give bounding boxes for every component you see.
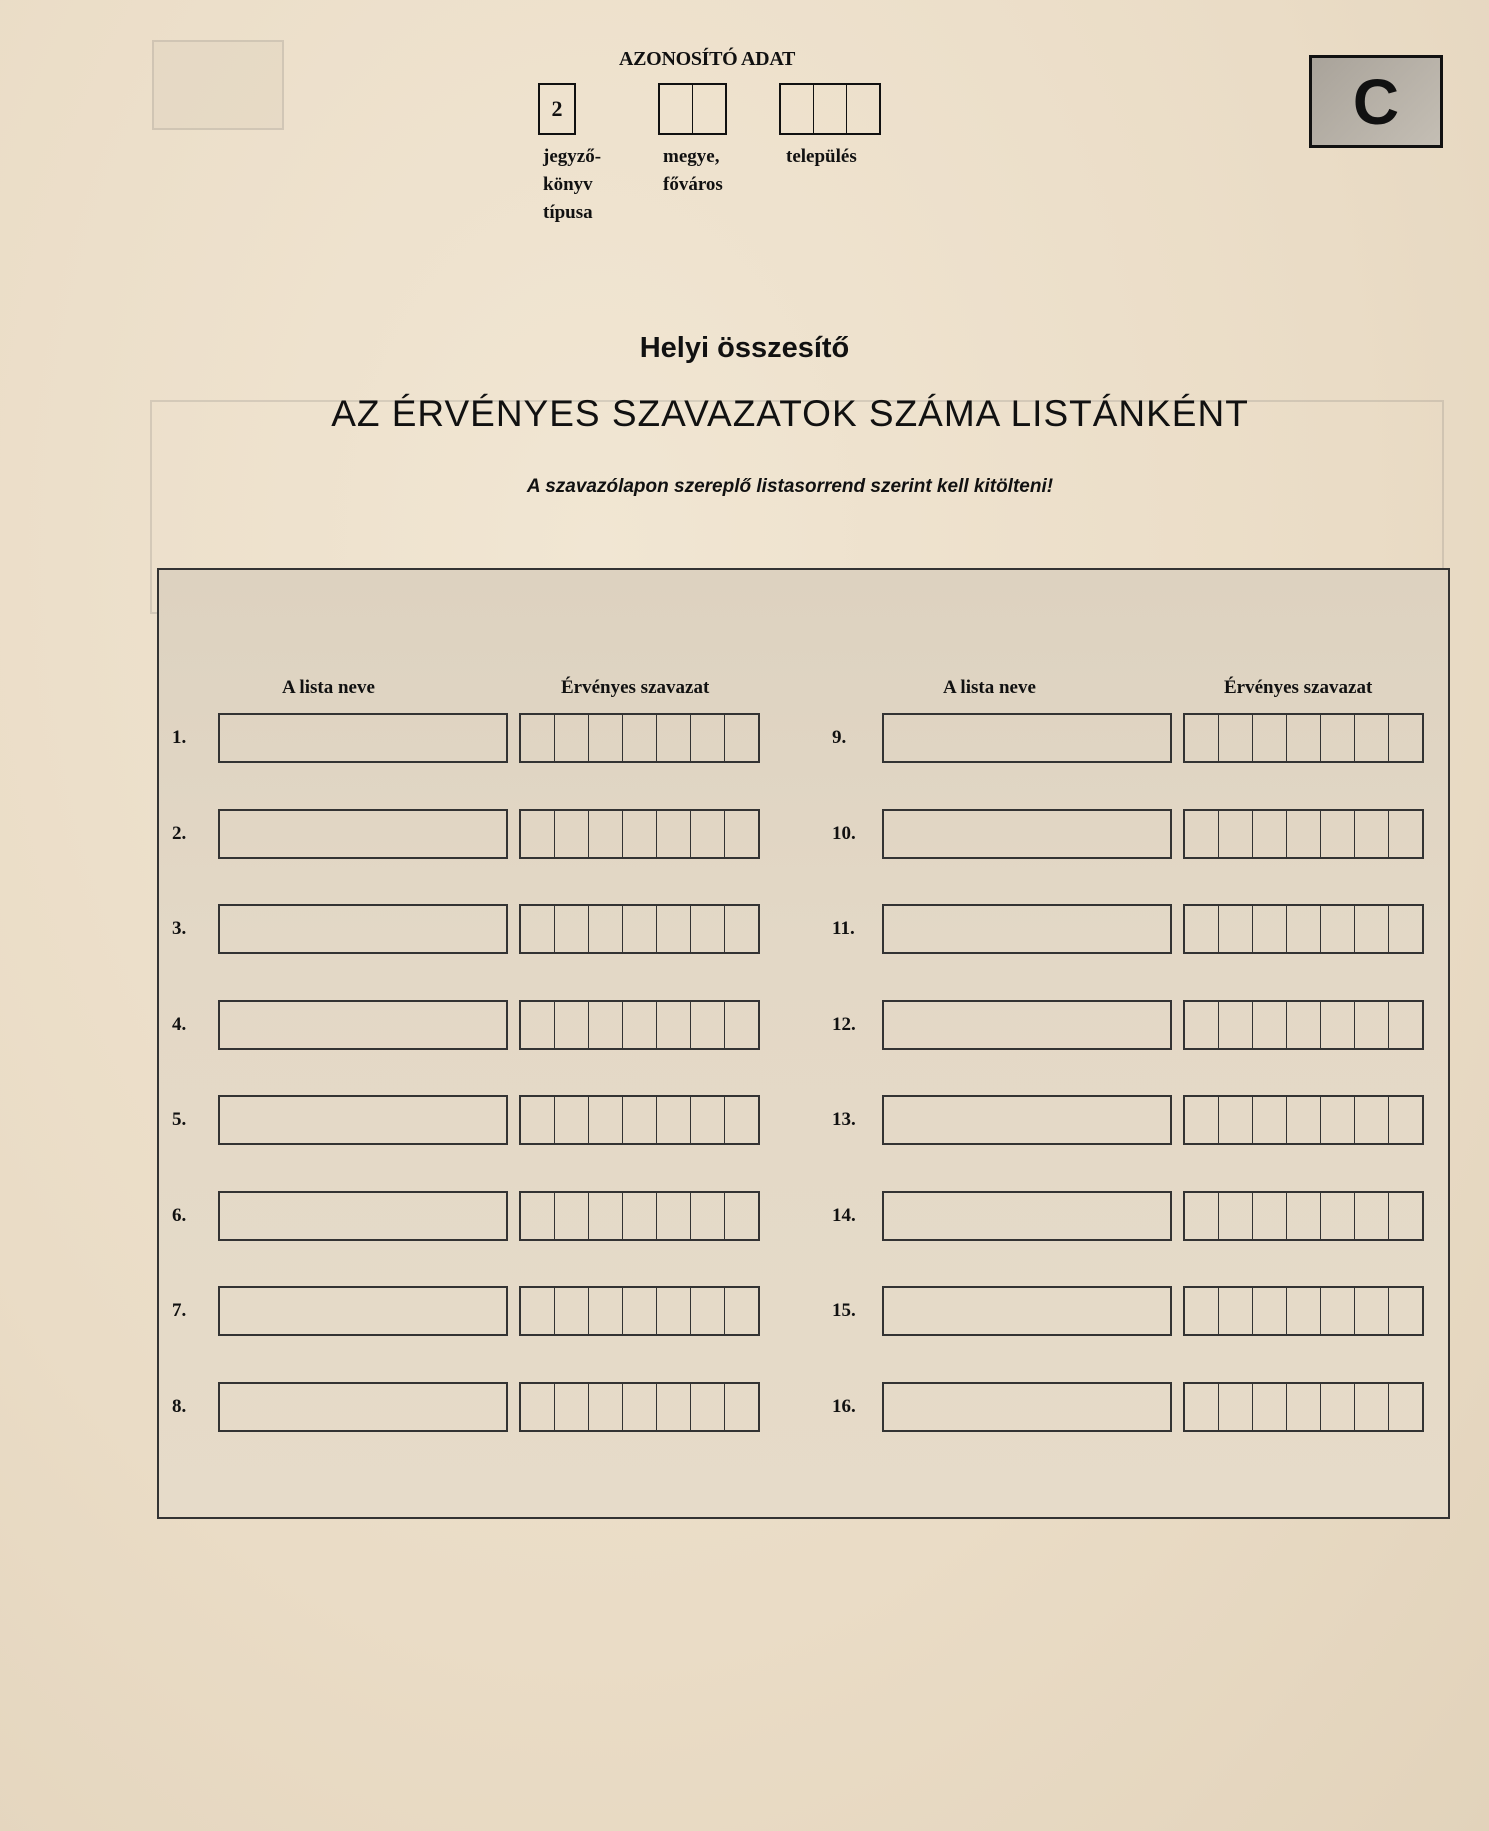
form-title: Helyi összesítő — [639, 332, 850, 364]
digit-cell[interactable] — [1185, 1002, 1219, 1048]
digit-cell[interactable] — [555, 1002, 589, 1048]
digit-cell[interactable] — [1253, 906, 1287, 952]
row-number: 3. — [172, 918, 187, 939]
column-header-valid-votes: Érvényes szavazat — [561, 677, 710, 698]
digit-cell[interactable] — [589, 1097, 623, 1143]
digit-cell[interactable] — [657, 715, 691, 761]
digit-cell[interactable] — [1219, 1097, 1253, 1143]
digit-cell[interactable] — [555, 715, 589, 761]
digit-cell[interactable] — [657, 811, 691, 857]
digit-cell[interactable] — [1389, 1384, 1422, 1430]
digit-cell[interactable] — [555, 1384, 589, 1430]
digit-cell[interactable] — [1355, 1002, 1389, 1048]
list-name-field[interactable] — [218, 713, 508, 763]
digit-cell[interactable] — [1219, 811, 1253, 857]
valid-votes-field[interactable] — [1183, 904, 1424, 954]
digit-cell[interactable] — [521, 811, 555, 857]
list-name-field[interactable] — [218, 1382, 508, 1432]
digit-cell[interactable] — [725, 811, 758, 857]
digit-cell[interactable] — [1389, 1097, 1422, 1143]
digit-cell[interactable] — [623, 811, 657, 857]
digit-cell[interactable] — [725, 1288, 758, 1334]
digit-cell[interactable] — [1253, 715, 1287, 761]
digit-cell[interactable] — [725, 1193, 758, 1239]
list-row — [172, 809, 772, 859]
list-row — [172, 1095, 772, 1145]
list-row — [172, 1000, 772, 1050]
row-number: 2. — [172, 823, 187, 844]
digit-cell[interactable] — [1185, 1097, 1219, 1143]
digit-cell[interactable] — [657, 1097, 691, 1143]
digit-cell[interactable] — [589, 715, 623, 761]
row-number: 15. — [832, 1300, 856, 1321]
form-letter-badge — [1309, 55, 1443, 148]
valid-votes-field[interactable] — [1183, 1000, 1424, 1050]
valid-votes-field[interactable] — [519, 1191, 760, 1241]
digit-cell[interactable] — [555, 1193, 589, 1239]
row-number: 8. — [172, 1396, 187, 1417]
digit-cell[interactable] — [1287, 1384, 1321, 1430]
list-name-field[interactable] — [882, 1286, 1172, 1336]
digit-cell[interactable] — [691, 715, 725, 761]
digit-cell[interactable] — [521, 1384, 555, 1430]
digit-cell[interactable] — [1355, 715, 1389, 761]
valid-votes-field[interactable] — [1183, 1095, 1424, 1145]
digit-cell[interactable] — [657, 1002, 691, 1048]
identification-title: AZONOSÍTÓ ADAT — [619, 48, 796, 70]
county-label: megye, főváros — [663, 146, 723, 195]
digit-cell[interactable] — [1219, 906, 1253, 952]
digit-cell[interactable] — [521, 1288, 555, 1334]
digit-cell[interactable] — [1219, 1002, 1253, 1048]
row-number: 5. — [172, 1109, 187, 1130]
valid-votes-field[interactable] — [519, 1095, 760, 1145]
digit-cell[interactable] — [1389, 715, 1422, 761]
list-name-field[interactable] — [218, 1286, 508, 1336]
digit-cell[interactable] — [1287, 906, 1321, 952]
digit-cell[interactable] — [1287, 715, 1321, 761]
digit-cell[interactable] — [1389, 1002, 1422, 1048]
digit-cell[interactable] — [657, 1384, 691, 1430]
digit-cell[interactable] — [623, 715, 657, 761]
column-header-list-name: A lista neve — [282, 677, 375, 698]
digit-cell[interactable] — [781, 85, 814, 133]
row-number: 13. — [832, 1109, 856, 1130]
digit-cell[interactable] — [1185, 1384, 1219, 1430]
digit-cell[interactable] — [521, 1002, 555, 1048]
digit-cell[interactable] — [1185, 1288, 1219, 1334]
list-row — [172, 713, 772, 763]
settlement-label: település — [786, 146, 857, 167]
digit-cell[interactable] — [589, 1002, 623, 1048]
digit-cell[interactable] — [1185, 906, 1219, 952]
list-row — [172, 1382, 772, 1432]
digit-cell[interactable] — [657, 1193, 691, 1239]
digit-cell[interactable] — [691, 1097, 725, 1143]
column-header-list-name: A lista neve — [943, 677, 1036, 698]
digit-cell[interactable] — [1321, 1097, 1355, 1143]
digit-cell[interactable] — [1219, 1384, 1253, 1430]
digit-cell[interactable] — [555, 906, 589, 952]
digit-cell[interactable] — [1321, 1384, 1355, 1430]
digit-cell[interactable] — [623, 1097, 657, 1143]
digit-cell[interactable] — [1219, 1288, 1253, 1334]
form-instruction: A szavazólapon szereplő listasorrend szerint kell kitölteni! — [526, 476, 1054, 497]
list-name-field[interactable] — [218, 1095, 508, 1145]
list-name-field[interactable] — [882, 1191, 1172, 1241]
digit-cell[interactable] — [847, 85, 879, 133]
digit-cell[interactable] — [623, 1002, 657, 1048]
list-row — [172, 1191, 772, 1241]
digit-cell[interactable] — [691, 1193, 725, 1239]
digit-cell[interactable] — [1321, 1002, 1355, 1048]
row-number: 14. — [832, 1205, 856, 1226]
digit-cell[interactable] — [725, 715, 758, 761]
digit-cell[interactable] — [1185, 1193, 1219, 1239]
valid-votes-field[interactable] — [1183, 809, 1424, 859]
digit-cell[interactable] — [693, 85, 725, 133]
digit-cell[interactable] — [725, 1097, 758, 1143]
list-row — [832, 904, 1432, 954]
valid-votes-field[interactable] — [1183, 1286, 1424, 1336]
list-row — [832, 1000, 1432, 1050]
digit-cell[interactable] — [589, 1193, 623, 1239]
valid-votes-field[interactable] — [519, 1382, 760, 1432]
list-name-field[interactable] — [882, 1095, 1172, 1145]
form-heading: AZ ÉRVÉNYES SZAVAZATOK SZÁMA LISTÁNKÉNT — [331, 393, 1249, 434]
list-name-field[interactable] — [882, 904, 1172, 954]
digit-cell[interactable] — [555, 811, 589, 857]
list-name-field[interactable] — [218, 809, 508, 859]
form-letter: C — [1352, 65, 1400, 138]
column-header-valid-votes: Érvényes szavazat — [1224, 677, 1373, 698]
digit-cell[interactable] — [1321, 715, 1355, 761]
digit-cell[interactable] — [660, 85, 693, 133]
digit-cell[interactable] — [623, 1193, 657, 1239]
digit-cell[interactable] — [725, 1384, 758, 1430]
county-code-box[interactable] — [658, 83, 727, 135]
bleed-through-box — [152, 40, 284, 130]
protocol-type-value: 2 — [551, 96, 563, 121]
digit-cell[interactable] — [1321, 906, 1355, 952]
digit-cell[interactable] — [623, 906, 657, 952]
digit-cell[interactable] — [1185, 811, 1219, 857]
valid-votes-field[interactable] — [519, 1000, 760, 1050]
digit-cell[interactable] — [1321, 811, 1355, 857]
digit-cell[interactable] — [814, 85, 847, 133]
digit-cell[interactable] — [1389, 1193, 1422, 1239]
digit-cell[interactable] — [1389, 811, 1422, 857]
list-name-field[interactable] — [882, 713, 1172, 763]
digit-cell[interactable] — [1253, 1288, 1287, 1334]
digit-cell[interactable] — [1253, 1384, 1287, 1430]
digit-cell[interactable] — [1287, 1288, 1321, 1334]
valid-votes-field[interactable] — [519, 1286, 760, 1336]
valid-votes-field[interactable] — [1183, 1382, 1424, 1432]
digit-cell[interactable] — [623, 1384, 657, 1430]
digit-cell[interactable] — [1287, 1097, 1321, 1143]
digit-cell[interactable] — [1389, 906, 1422, 952]
digit-cell[interactable] — [589, 906, 623, 952]
row-number: 4. — [172, 1014, 187, 1035]
valid-votes-field[interactable] — [1183, 1191, 1424, 1241]
list-row — [832, 809, 1432, 859]
digit-cell[interactable] — [725, 1002, 758, 1048]
digit-cell[interactable] — [1253, 811, 1287, 857]
digit-cell[interactable] — [1253, 1097, 1287, 1143]
row-number: 10. — [832, 823, 856, 844]
row-number: 16. — [832, 1396, 856, 1417]
digit-cell[interactable] — [521, 715, 555, 761]
digit-cell[interactable] — [1321, 1193, 1355, 1239]
digit-cell[interactable] — [1219, 1193, 1253, 1239]
settlement-code-box[interactable] — [779, 83, 881, 135]
digit-cell[interactable] — [1355, 1288, 1389, 1334]
row-number: 11. — [832, 918, 855, 939]
digit-cell[interactable] — [691, 906, 725, 952]
digit-cell[interactable] — [1287, 1002, 1321, 1048]
row-number: 6. — [172, 1205, 187, 1226]
digit-cell[interactable] — [1355, 1193, 1389, 1239]
list-name-field[interactable] — [218, 1191, 508, 1241]
digit-cell[interactable] — [1355, 1384, 1389, 1430]
digit-cell[interactable] — [589, 1288, 623, 1334]
digit-cell[interactable] — [1355, 1097, 1389, 1143]
list-row — [172, 904, 772, 954]
digit-cell[interactable] — [1185, 715, 1219, 761]
list-row — [832, 1286, 1432, 1336]
protocol-type-box[interactable] — [538, 83, 576, 135]
valid-votes-field[interactable] — [519, 713, 760, 763]
list-name-field[interactable] — [218, 904, 508, 954]
digit-cell[interactable] — [1219, 715, 1253, 761]
row-number: 9. — [832, 727, 847, 748]
digit-cell[interactable] — [1253, 1193, 1287, 1239]
digit-cell[interactable] — [521, 1097, 555, 1143]
row-number: 1. — [172, 727, 187, 748]
list-row — [832, 1095, 1432, 1145]
digit-cell[interactable] — [1253, 1002, 1287, 1048]
list-row — [832, 713, 1432, 763]
list-row — [172, 1286, 772, 1336]
digit-cell[interactable] — [521, 906, 555, 952]
valid-votes-field[interactable] — [519, 809, 760, 859]
valid-votes-field[interactable] — [519, 904, 760, 954]
protocol-type-label: jegyző- könyv típusa — [543, 146, 602, 223]
row-number: 12. — [832, 1014, 856, 1035]
digit-cell[interactable] — [555, 1097, 589, 1143]
valid-votes-field[interactable] — [1183, 713, 1424, 763]
digit-cell[interactable] — [589, 811, 623, 857]
digit-cell[interactable] — [1321, 1288, 1355, 1334]
digit-cell[interactable] — [691, 811, 725, 857]
digit-cell[interactable] — [589, 1384, 623, 1430]
digit-cell[interactable] — [691, 1288, 725, 1334]
list-name-field[interactable] — [218, 1000, 508, 1050]
digit-cell[interactable] — [1389, 1288, 1422, 1334]
digit-cell[interactable] — [555, 1288, 589, 1334]
list-name-field[interactable] — [882, 809, 1172, 859]
digit-cell[interactable] — [725, 906, 758, 952]
digit-cell[interactable] — [1355, 906, 1389, 952]
digit-cell[interactable] — [657, 1288, 691, 1334]
digit-cell[interactable] — [1287, 1193, 1321, 1239]
digit-cell[interactable] — [691, 1384, 725, 1430]
digit-cell[interactable] — [521, 1193, 555, 1239]
list-name-field[interactable] — [882, 1382, 1172, 1432]
digit-cell[interactable] — [1287, 811, 1321, 857]
list-row — [832, 1382, 1432, 1432]
digit-cell[interactable] — [657, 906, 691, 952]
list-row — [832, 1191, 1432, 1241]
digit-cell[interactable] — [691, 1002, 725, 1048]
digit-cell[interactable] — [1355, 811, 1389, 857]
list-name-field[interactable] — [882, 1000, 1172, 1050]
row-number: 7. — [172, 1300, 187, 1321]
digit-cell[interactable] — [623, 1288, 657, 1334]
